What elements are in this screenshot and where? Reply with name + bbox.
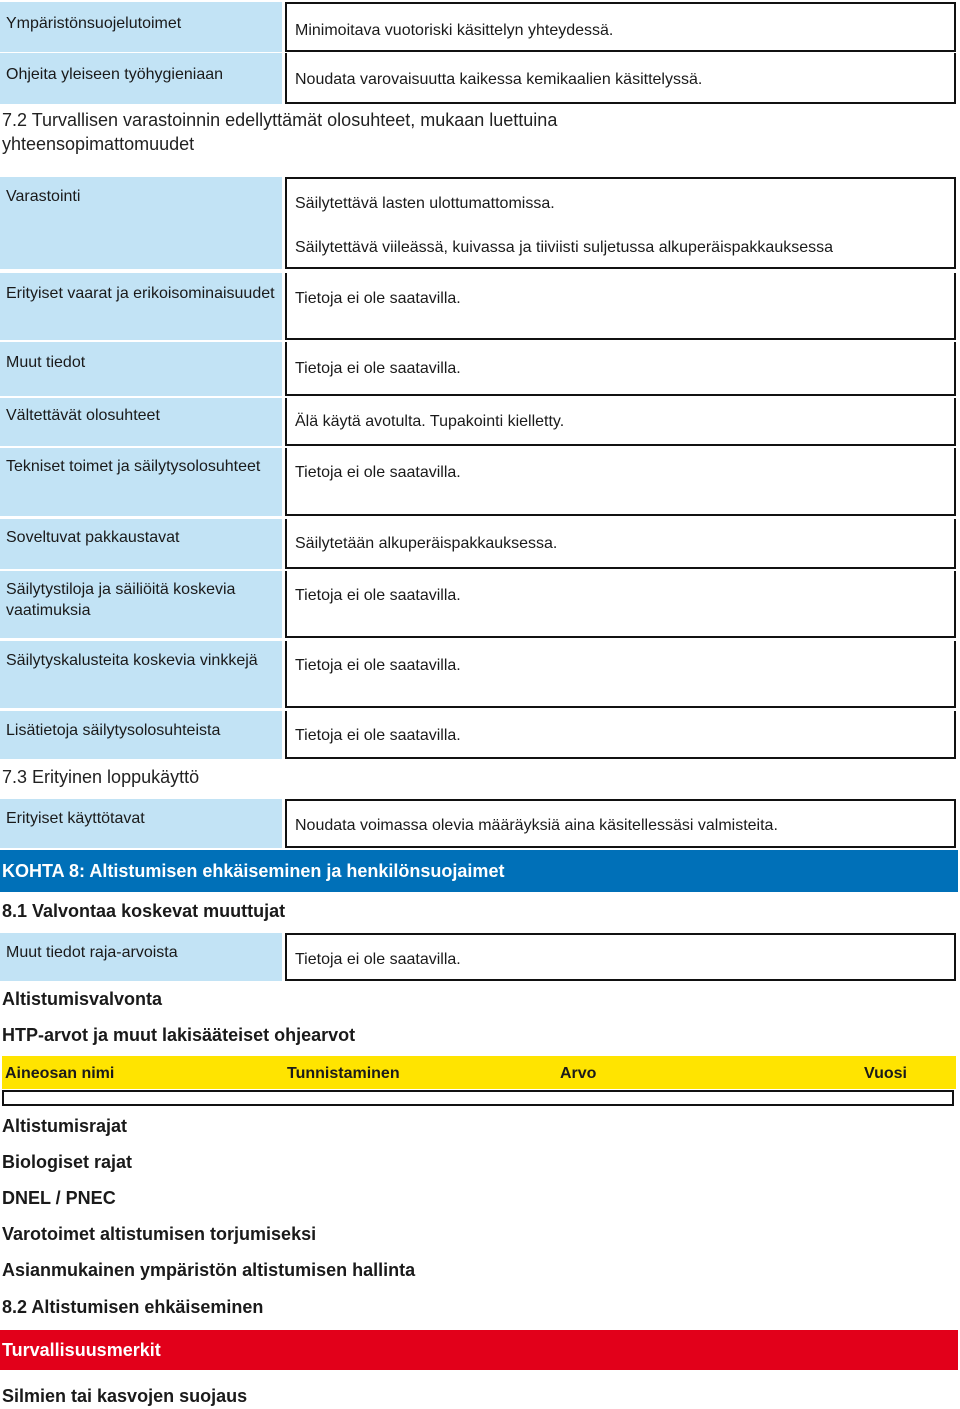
row-hygiene <box>0 53 958 104</box>
row-label: Lisätietoja säilytysolosuhteista <box>0 711 282 759</box>
section-8-2-heading: 8.2 Altistumisen ehkäiseminen <box>2 1297 264 1317</box>
row-storage-requirements <box>0 571 958 638</box>
row-value: Tietoja ei ole saatavilla. <box>285 641 956 708</box>
row-limit-info <box>0 933 958 981</box>
row-value: Noudata varovaisuutta kaikessa kemikaalien käsittelyssä. <box>285 53 956 104</box>
row-packaging <box>0 519 958 569</box>
row-label: Muut tiedot raja-arvoista <box>0 933 282 981</box>
empty-table-row <box>2 1090 954 1106</box>
row-label: Tekniset toimet ja säilytysolosuhteet <box>0 448 282 516</box>
section-8-banner: KOHTA 8: Altistumisen ehkäiseminen ja henkilönsuojaimet <box>0 850 958 892</box>
biological-limits-heading: Biologiset rajat <box>2 1152 133 1172</box>
exposure-precautions-heading: Varotoimet altistumisen torjumiseksi <box>2 1224 317 1244</box>
htp-heading: HTP-arvot ja muut lakisääteiset ohjearvot <box>2 1025 356 1045</box>
dnel-pnec-heading: DNEL / PNEC <box>2 1188 116 1208</box>
table-header-row <box>2 1056 956 1089</box>
row-storage-additional <box>0 711 958 759</box>
environmental-exposure-heading: Asianmukainen ympäristön altistumisen hallinta <box>2 1260 416 1280</box>
row-value: Tietoja ei ole saatavilla. <box>285 342 956 396</box>
row-value: Älä käytä avotulta. Tupakointi kielletty. <box>285 398 956 446</box>
storage-value-1: Säilytettävä lasten ulottumattomissa. <box>295 195 555 212</box>
row-label: Säilytystiloja ja säiliöitä koskevia vaatimuksia <box>0 571 282 638</box>
section-8-1-heading: 8.1 Valvontaa koskevat muuttujat <box>2 901 286 921</box>
eye-face-protection-heading: Silmien tai kasvojen suojaus <box>2 1386 248 1406</box>
row-label: Erityiset vaarat ja erikoisominaisuudet <box>0 273 282 340</box>
row-label: Soveltuvat pakkaustavat <box>0 519 282 569</box>
row-technical-measures <box>0 448 958 516</box>
row-value: Tietoja ei ole saatavilla. <box>285 448 956 516</box>
row-label: Ympäristönsuojelutoimet <box>0 2 282 52</box>
table-header-year: Vuosi <box>864 1065 907 1082</box>
safety-signs-banner: Turvallisuusmerkit <box>0 1330 958 1370</box>
row-label: Vältettävät olosuhteet <box>0 398 282 446</box>
row-value: Säilytetään alkuperäispakkauksessa. <box>285 519 956 569</box>
row-label: Ohjeita yleiseen työhygieniaan <box>0 53 282 104</box>
row-value: Tietoja ei ole saatavilla. <box>285 933 956 981</box>
row-label: Säilytyskalusteita koskevia vinkkejä <box>0 641 282 708</box>
row-value: Tietoja ei ole saatavilla. <box>285 273 956 340</box>
row-storage <box>0 177 958 269</box>
row-conditions-avoid <box>0 398 958 446</box>
row-value-box <box>285 177 956 269</box>
section-7-2-heading: 7.2 Turvallisen varastoinnin edellyttämät olosuhteet, mukaan luettuina yhteensopimattomuudet <box>2 110 558 154</box>
row-storage-furniture <box>0 641 958 708</box>
row-other-info <box>0 342 958 396</box>
table-header-identification: Tunnistaminen <box>287 1065 400 1082</box>
row-environment <box>0 2 958 52</box>
table-header-value: Arvo <box>560 1065 597 1082</box>
row-label: Varastointi <box>0 177 282 269</box>
row-label: Erityiset käyttötavat <box>0 799 282 848</box>
row-special-hazards <box>0 273 958 340</box>
exposure-limits-heading: Altistumisrajat <box>2 1116 128 1136</box>
exposure-control-heading: Altistumisvalvonta <box>2 989 163 1009</box>
storage-value-2: Säilytettävä viileässä, kuivassa ja tiiviisti suljetussa alkuperäispakkauksessa <box>295 239 834 256</box>
row-value: Tietoja ei ole saatavilla. <box>285 571 956 638</box>
row-label: Muut tiedot <box>0 342 282 396</box>
table-header-name: Aineosan nimi <box>5 1065 115 1082</box>
row-special-use <box>0 799 958 848</box>
row-value: Minimoitava vuotoriski käsittelyn yhteydessä. <box>285 2 956 52</box>
section-7-3-heading: 7.3 Erityinen loppukäyttö <box>2 767 200 787</box>
row-value: Noudata voimassa olevia määräyksiä aina käsitellessäsi valmisteita. <box>285 799 956 848</box>
row-value: Tietoja ei ole saatavilla. <box>285 711 956 759</box>
